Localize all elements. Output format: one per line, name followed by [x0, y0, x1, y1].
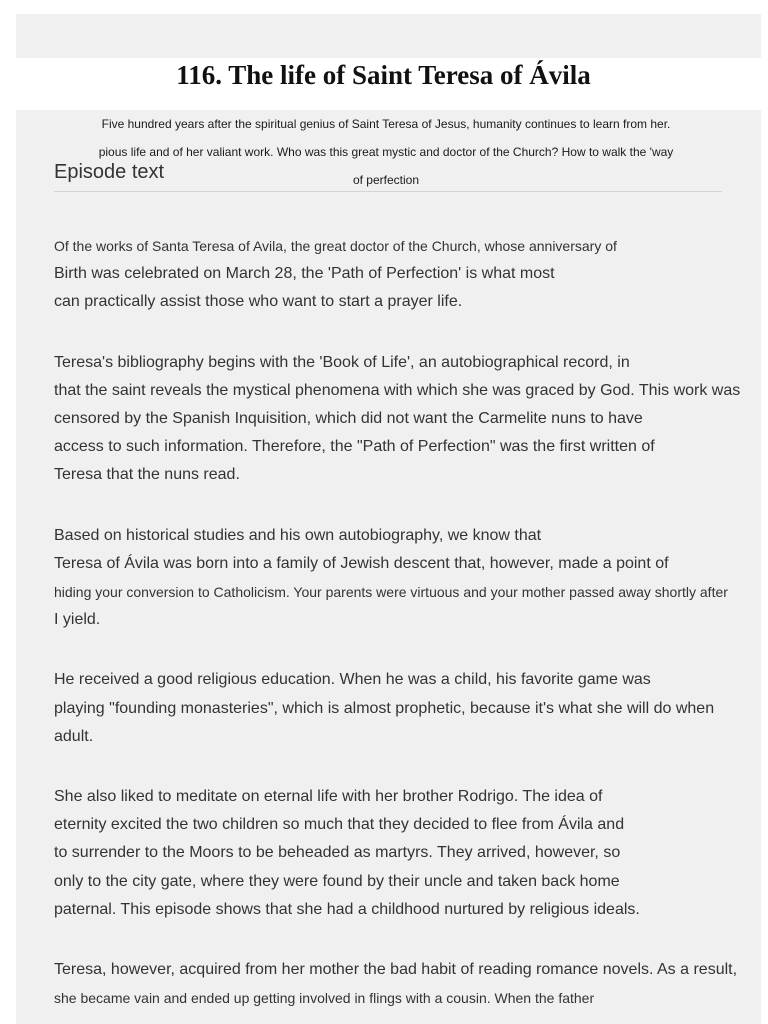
paragraph: [54, 232, 761, 317]
paragraph-line: She also liked to meditate on eternal life with her brother Rodrigo. The idea of: [54, 788, 603, 806]
paragraph-line: adult.: [54, 727, 94, 745]
paragraph-line: Of the works of Santa Teresa of Avila, the great doctor of the Church, whose anniversary of: [54, 238, 617, 254]
paragraph-line: that the saint reveals the mystical phenomena with which she was graced by God. This work was: [54, 381, 741, 399]
paragraph-line: playing "founding monasteries", which is almost prophetic, because it's what she will do when: [54, 699, 715, 717]
paragraph-line: He received a good religious education. When he was a child, his favorite game was: [54, 671, 651, 689]
paragraph: [54, 956, 761, 1012]
paragraph-line: she became vain and ended up getting involved in flings with a cousin. When the father: [54, 990, 595, 1007]
paragraph: [54, 783, 761, 924]
paragraph-line: Birth was celebrated on March 28, the 'Path of Perfection' is what most: [54, 265, 555, 283]
paragraph-line: Teresa of Ávila was born into a family of Jewish descent that, however, made a point of: [54, 554, 669, 572]
paragraph-line: access to such information. Therefore, the "Path of Perfection" was the first written of: [54, 438, 655, 456]
document-page: [16, 14, 761, 1024]
section-heading: Episode text: [54, 158, 722, 192]
paragraph: [54, 522, 761, 635]
paragraph-line: Teresa's bibliography begins with the 'Book of Life', an autobiographical record, in: [54, 353, 630, 371]
paragraph-line: hiding your conversion to Catholicism. Your parents were virtuous and your mother passed away shortly after: [54, 584, 728, 601]
paragraph-line: Teresa that the nuns read.: [54, 466, 240, 484]
page-title: 116. The life of Saint Teresa of Ávila: [176, 60, 591, 90]
paragraph: [54, 666, 761, 751]
paragraph: [54, 349, 761, 490]
paragraph-line: Based on historical studies and his own autobiography, we know that: [54, 526, 542, 544]
paragraph-line: can practically assist those who want to start a prayer life.: [54, 293, 463, 311]
paragraph-line: censored by the Spanish Inquisition, which did not want the Carmelite nuns to have: [54, 410, 643, 428]
subtitle-line: pious life and of her valiant work. Who was this great mystic and doctor of the Church? How to walk the 'way: [98, 145, 674, 160]
paragraph-line: to surrender to the Moors to be beheaded as martyrs. They arrived, however, so: [54, 844, 621, 862]
paragraph-line: only to the city gate, where they were found by their uncle and taken back home: [54, 872, 620, 890]
paragraph-line: Teresa, however, acquired from her mother the bad habit of reading romance novels. As a result,: [54, 961, 738, 979]
episode-text-body: [54, 232, 761, 1024]
subtitle-line: Five hundred years after the spiritual genius of Saint Teresa of Jesus, humanity continues to learn from her.: [101, 117, 671, 131]
paragraph-line: paternal. This episode shows that she had a childhood nurtured by religious ideals.: [54, 900, 640, 918]
paragraph-line: eternity excited the two children so much that they decided to flee from Ávila and: [54, 816, 625, 834]
subtitle-line: of perfection: [352, 173, 420, 188]
paragraph-line: I yield.: [54, 611, 101, 629]
